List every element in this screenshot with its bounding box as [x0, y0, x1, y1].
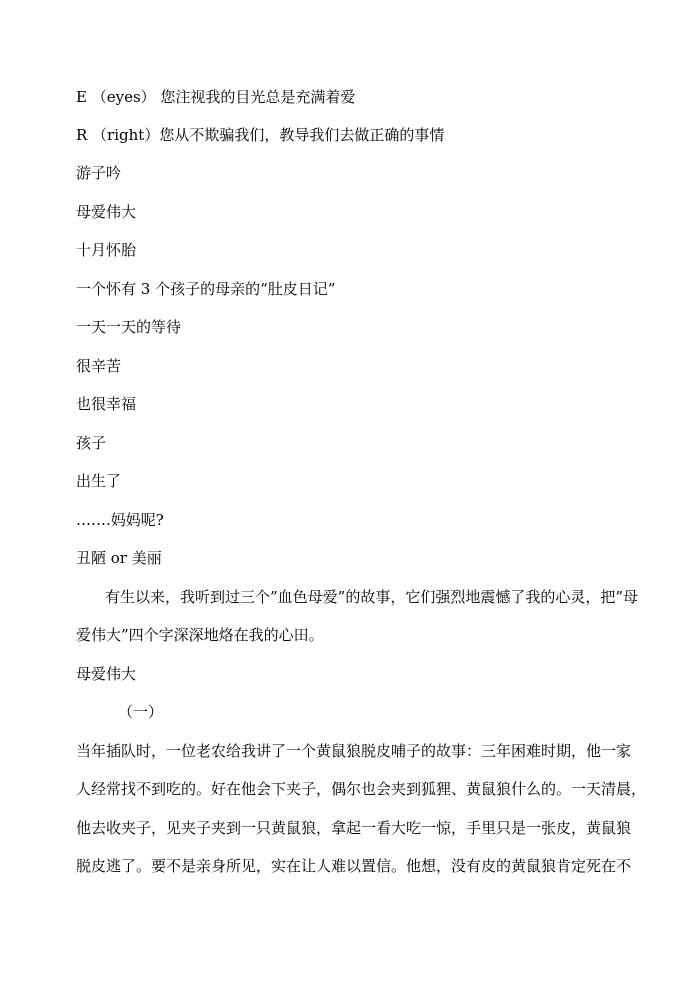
- section-label: （一）: [118, 703, 164, 721]
- text-line-xinku: 很辛苦: [76, 357, 122, 375]
- text-line-chushengle: 出生了: [76, 472, 122, 490]
- text-line-xingfu: 也很幸福: [76, 395, 137, 413]
- text-line-dupi-riji: 一个怀有 3 个孩子的母亲的“肚皮日记”: [76, 280, 336, 298]
- text-line-shiyue-huaitai: 十月怀胎: [76, 241, 137, 259]
- text-line-eyes: E （eyes） 您注视我的目光总是充满着爱: [76, 88, 356, 106]
- paragraph-1-line-1: 有生以来，我听到过三个”血色母爱”的故事，它们强烈地震憾了我的心灵，把”母: [105, 588, 639, 606]
- paragraph-2-line-2: 人经常找不到吃的。好在他会下夹子，偶尔也会夹到狐狸、黄鼠狼什么的。一天清晨，: [76, 780, 647, 798]
- text-line-haizi: 孩子: [76, 434, 107, 452]
- text-line-mama-ne: …….妈妈呢?: [76, 511, 164, 529]
- text-line-choulou-meili: 丑陋 or 美丽: [76, 549, 162, 567]
- text-line-muai-weida: 母爱伟大: [76, 203, 137, 221]
- text-line-right: R （right）您从不欺骗我们，教导我们去做正确的事情: [76, 126, 445, 144]
- paragraph-2-line-1: 当年插队时，一位老农给我讲了一个黄鼠狼脱皮哺子的故事：三年困难时期，他一家: [76, 742, 632, 760]
- section-heading: 母爱伟大: [76, 665, 137, 683]
- paragraph-2-line-4: 脱皮逃了。要不是亲身所见，实在让人难以置信。他想，没有皮的黄鼠狼肯定死在不: [76, 857, 632, 875]
- paragraph-2-line-3: 他去收夹子，见夹子夹到一只黄鼠狼，拿起一看大吃一惊，手里只是一张皮，黄鼠狼: [76, 819, 632, 837]
- text-line-dengdai: 一天一天的等待: [76, 318, 182, 336]
- text-line-youziyin: 游子吟: [76, 164, 122, 182]
- paragraph-1-line-2: 爱伟大”四个字深深地烙在我的心田。: [76, 626, 324, 644]
